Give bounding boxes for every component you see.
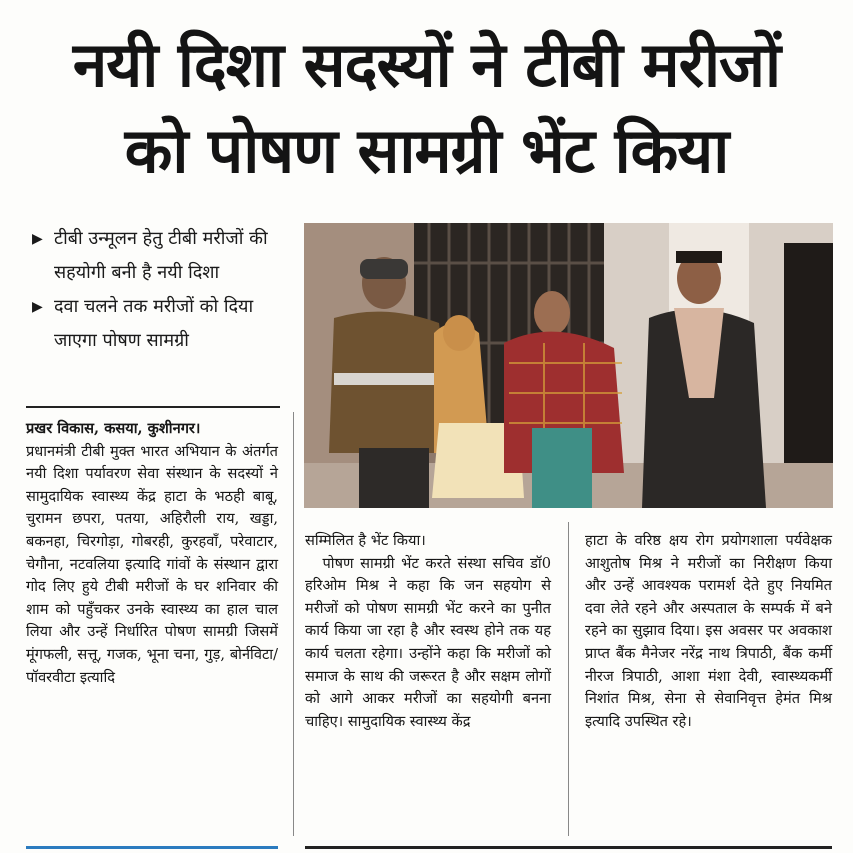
article-paragraph: प्रधानमंत्री टीबी मुक्त भारत अभियान के अंतर्गत नयी दिशा पर्यावरण सेवा संस्थान के सदस्यों ने सामुदायिक स्वास्थ्य केंद्र हाटा के भठही बाबू, चुरामन छपरा, पतया, अहिरौली राय, खड्डा, बकनहा, चिरगोड़ा, गोबरही, कुरहवाँ, परेवाटार, चेगौना, नटवलिया इत्यादि गांवों के संस्थान द्वारा गोद लिए हुये टीबी मरीजों के घर शनिवार की शाम को पहुँचकर उनके स्वास्थ्य का हाल चाल लिया और उन्हें निर्धारित पोषण सामग्री जिसमें मूंगफली, सत्तू, गजक, भूना चना, गुड़, बोर्नविटा/ पॉवरवीटा इत्यादि [26,442,278,686]
column-divider [568,522,569,836]
article-paragraph: पोषण सामग्री भेंट करते संस्था सचिव डॉ0 हरिओम मिश्र ने कहा कि जन सहयोग से मरीजों को पोषण सामग्री भेंट करने का पुनीत कार्य किया जा रहा है और स्वस्थ होने तक यह कार्य चलता रहेगा। उन्होंने कहा कि मरीजों को समाज के साथ की जरूरत है और सक्षम लोगों को आगे आकर मरीजों का सहयोगी बनना चाहिए। सामुदायिक स्वास्थ्य केंद्र [305,554,551,730]
headline-line-2: को पोषण सामग्री भेंट किया [124,114,729,187]
article-column-1 [26,418,278,689]
article-column-3 [585,530,832,733]
highlight-text: टीबी उन्मूलन हेतु टीबी मरीजों की सहयोगी बनी है नयी दिशा [54,228,268,283]
highlight-item [32,290,280,358]
highlight-text: दवा चलने तक मरीजों को दिया जाएगा पोषण सामग्री [54,296,254,351]
highlights-box [32,222,280,358]
article-column-2 [305,530,551,733]
bottom-rule-left [26,846,278,849]
byline: प्रखर विकास, कसया, कुशीनगर। [26,420,201,437]
headline [0,22,853,194]
photo-illustration [304,223,833,508]
triangle-bullet-icon: ▶ [32,231,43,247]
bottom-rule-right [305,846,832,849]
triangle-bullet-icon: ▶ [32,299,43,315]
headline-line-1: नयी दिशा सदस्यों ने टीबी मरीजों [72,28,781,101]
highlight-item [32,222,280,290]
article-paragraph: हाटा के वरिष्ठ क्षय रोग प्रयोगशाला पर्यवेक्षक आशुतोष मिश्र ने मरीजों का निरीक्षण किया और उन्हें आवश्यक परामर्श देते हुए नियमित दवा लेते रहने और अस्पताल के सम्पर्क में बने रहने का सुझाव दिया। इस अवसर पर अवकाश प्राप्त बैंक मैनेजर नरेंद्र नाथ त्रिपाठी, बैंक कर्मी नीरज त्रिपाठी, आशा मंशा देवी, स्वास्थ्यकर्मी निशांत मिश्र, सेना से सेवानिवृत्त हेमंत मिश्र इत्यादि उपस्थित रहे। [585,532,832,730]
news-photo [304,223,833,508]
section-divider [26,406,280,408]
column-divider [293,412,294,836]
article-paragraph: सम्मिलित है भेंट किया। [305,532,426,549]
